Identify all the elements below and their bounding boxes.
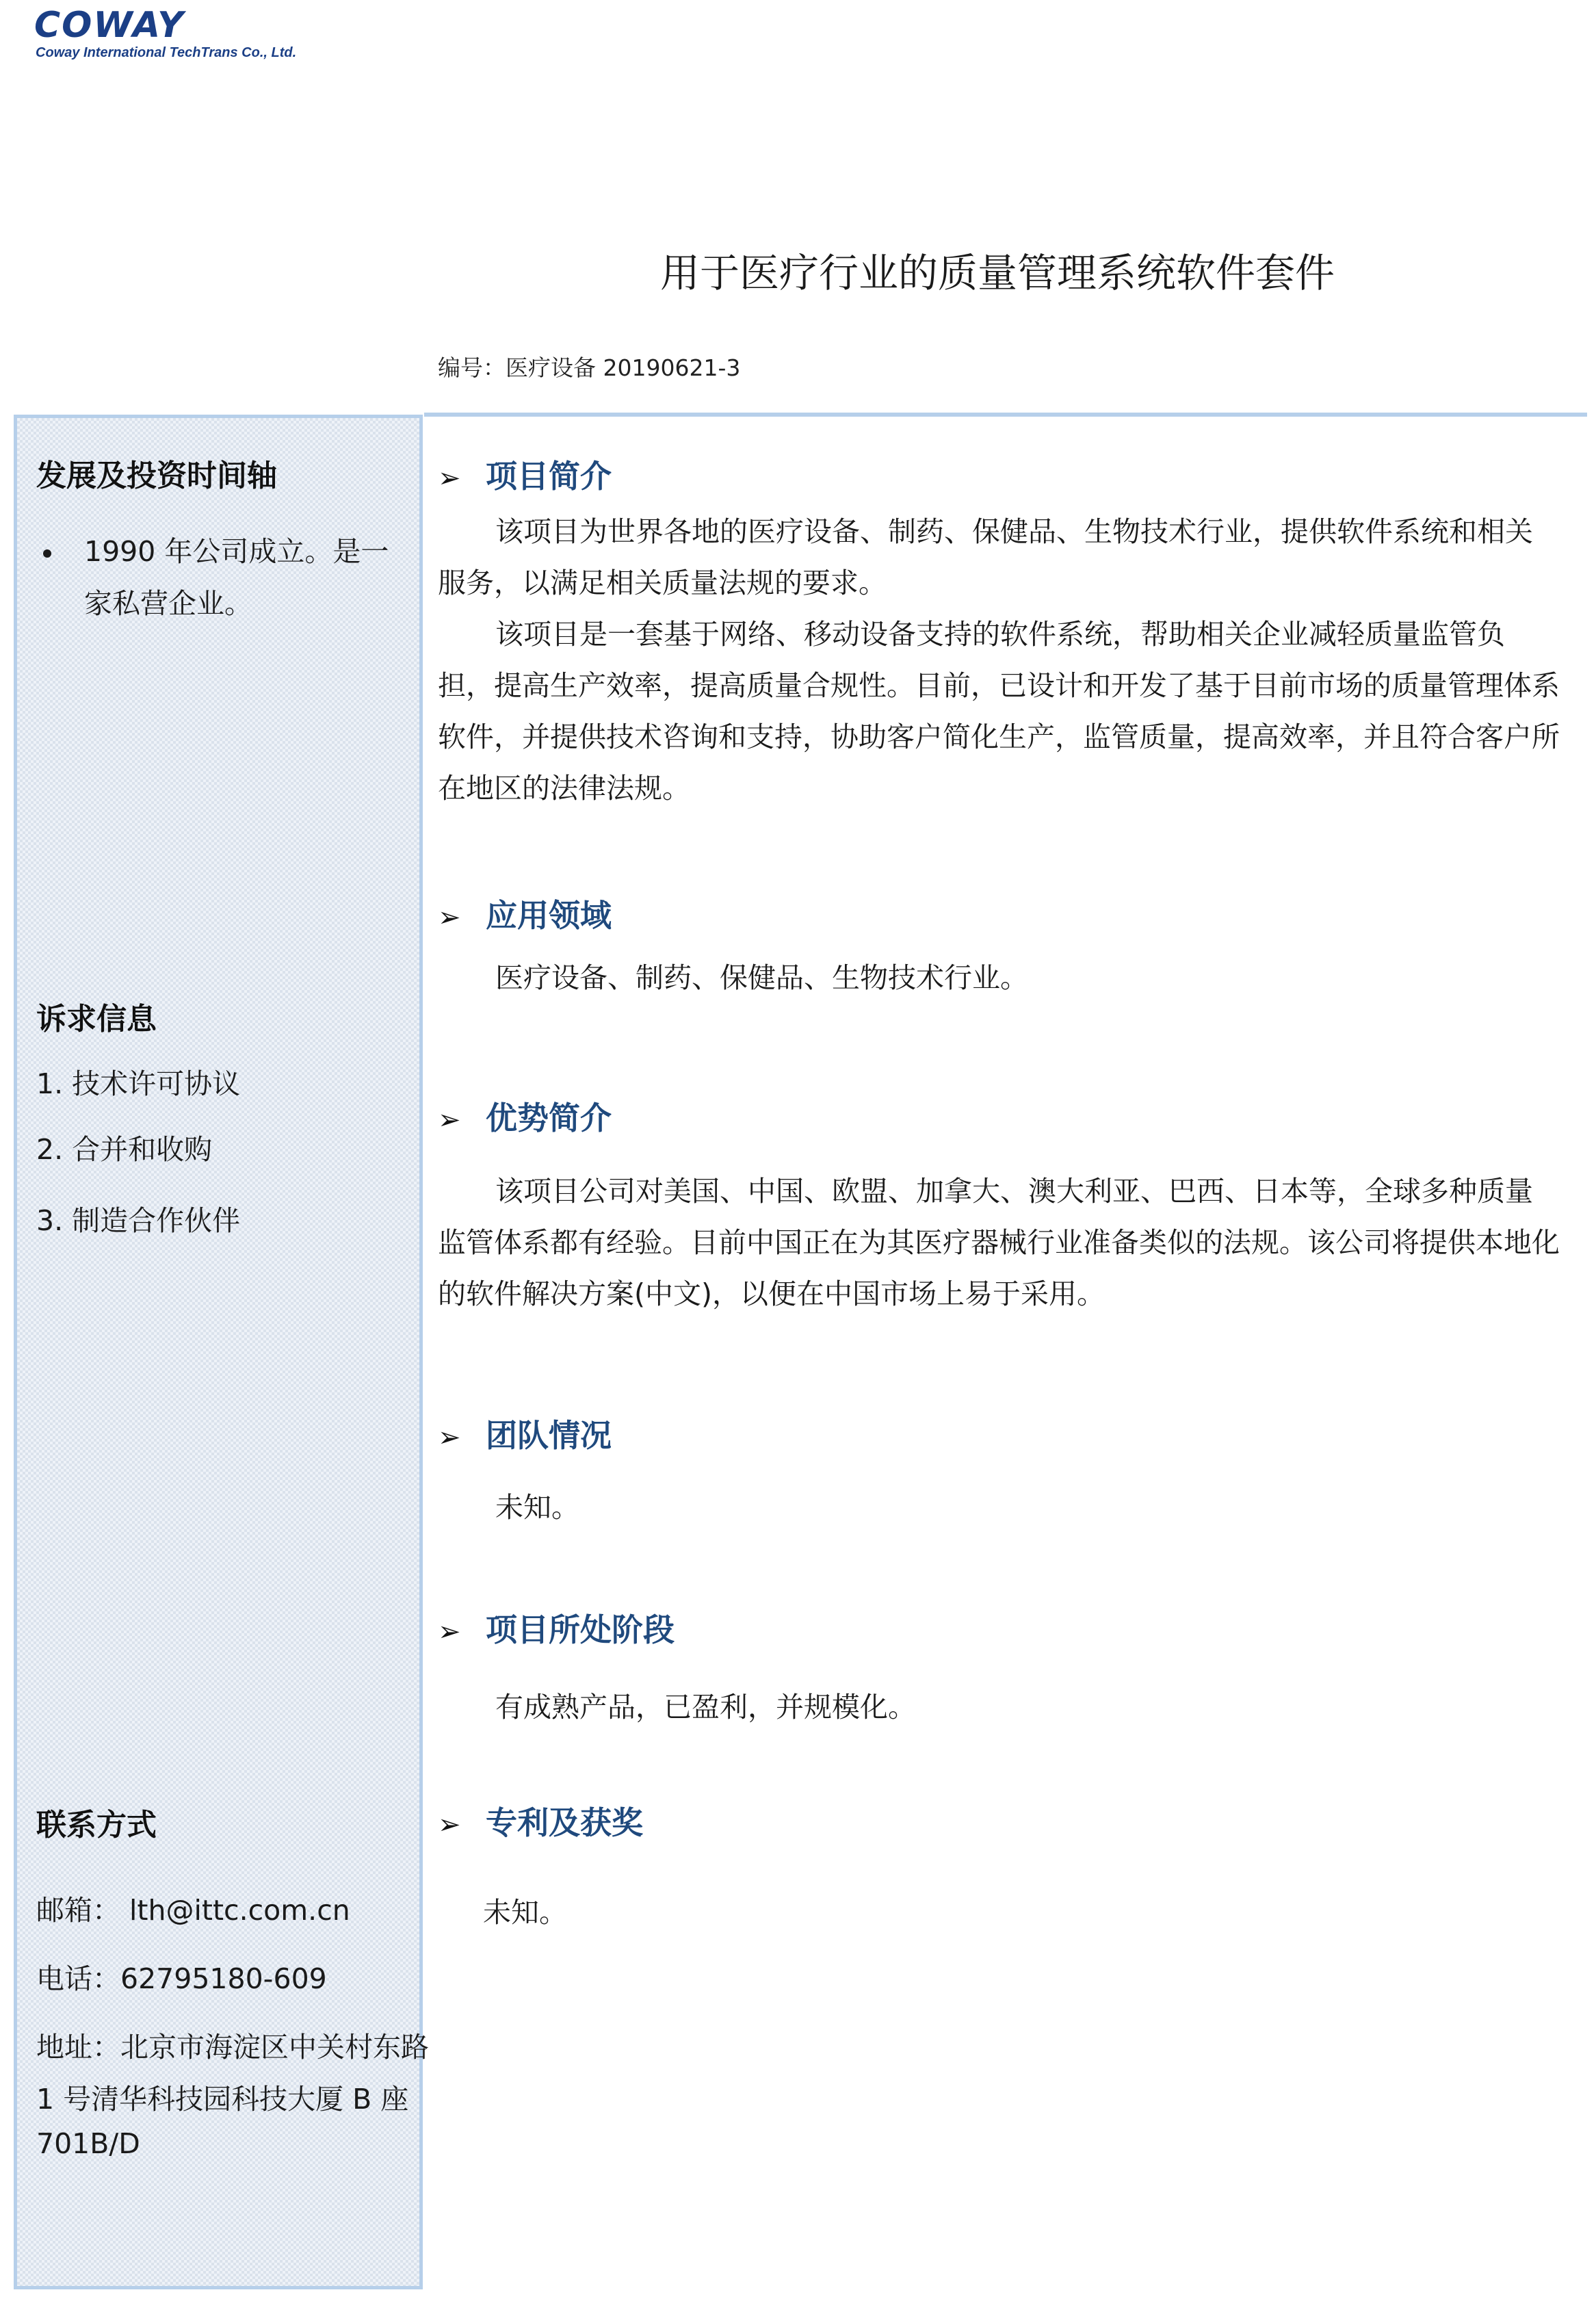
document-number: 编号：医疗设备 20190621-3 [438, 354, 741, 381]
team-text: 未知。 [495, 1491, 579, 1524]
contact-address-line-1: 地址：北京市海淀区中关村东路 [36, 2031, 429, 2064]
document-title: 用于医疗行业的质量管理系统软件套件 [660, 250, 1335, 296]
section-heading-stage: ➢ 项目所处阶段 [438, 1611, 675, 1648]
needs-item-2: 2. 合并和收购 [36, 1133, 213, 1166]
needs-item-3: 3. 制造合作伙伴 [36, 1204, 241, 1237]
header-divider [424, 413, 1587, 417]
timeline-heading: 发展及投资时间轴 [36, 458, 277, 493]
contact-address-line-3: 701B/D [36, 2127, 140, 2160]
logo-wordmark: COWAY [34, 5, 185, 46]
needs-heading: 诉求信息 [36, 1002, 157, 1037]
contact-address-line-2: 1 号清华科技园科技大厦 B 座 [36, 2083, 409, 2116]
contact-phone: 电话：62795180-609 [36, 1962, 327, 1995]
section-heading-advantages: ➢ 优势简介 [438, 1100, 612, 1136]
intro-paragraph-1: 该项目为世界各地的医疗设备、制药、保健品、生物技术行业，提供软件系统和相关服务，以满足相关质量法规的要求。 [438, 515, 1533, 599]
section-heading-application: ➢ 应用领域 [438, 897, 612, 934]
section-heading-team: ➢ 团队情况 [438, 1417, 612, 1454]
needs-item-1: 1. 技术许可协议 [36, 1067, 241, 1100]
timeline-item-line-2: 家私营企业。 [84, 587, 252, 620]
arrow-bullet-icon: ➢ [438, 1422, 461, 1453]
bullet-icon [43, 549, 51, 558]
sidebar-panel [14, 415, 429, 2289]
section-heading-patents: ➢ 专利及获奖 [438, 1804, 643, 1841]
timeline-item-line-1: 1990 年公司成立。是一 [84, 535, 389, 568]
arrow-bullet-icon: ➢ [438, 1616, 461, 1648]
arrow-bullet-icon: ➢ [438, 463, 461, 494]
intro-paragraph-2: 该项目是一套基于网络、移动设备支持的软件系统，帮助相关企业减轻质量监管负担，提高生产效率，提高质量合规性。目前，已设计和开发了基于目前市场的质量管理体系软件，并提供技术咨询和支持，协助客户简化生产，监管质量，提高效率，并且符合客户所在地区的法律法规。 [438, 618, 1560, 805]
contact-heading: 联系方式 [36, 1808, 157, 1843]
stage-text: 有成熟产品，已盈利，并规模化。 [495, 1691, 916, 1724]
advantages-paragraph: 该项目公司对美国、中国、欧盟、加拿大、澳大利亚、巴西、日本等，全球多种质量监管体系都有经验。目前中国正在为其医疗器械行业准备类似的法规。该公司将提供本地化的软件解决方案(中文)，以便在中国市场上易于采用。 [438, 1175, 1560, 1310]
arrow-bullet-icon: ➢ [438, 902, 461, 933]
patents-text: 未知。 [483, 1896, 567, 1929]
logo-company-name: Coway International TechTrans Co., Ltd. [36, 45, 297, 60]
arrow-bullet-icon: ➢ [438, 1104, 461, 1136]
section-heading-intro: ➢ 项目简介 [438, 458, 612, 495]
application-text: 医疗设备、制药、保健品、生物技术行业。 [495, 961, 1028, 994]
arrow-bullet-icon: ➢ [438, 1809, 461, 1841]
contact-email: 邮箱： lth@ittc.com.cn [36, 1894, 350, 1927]
company-logo [34, 5, 335, 60]
